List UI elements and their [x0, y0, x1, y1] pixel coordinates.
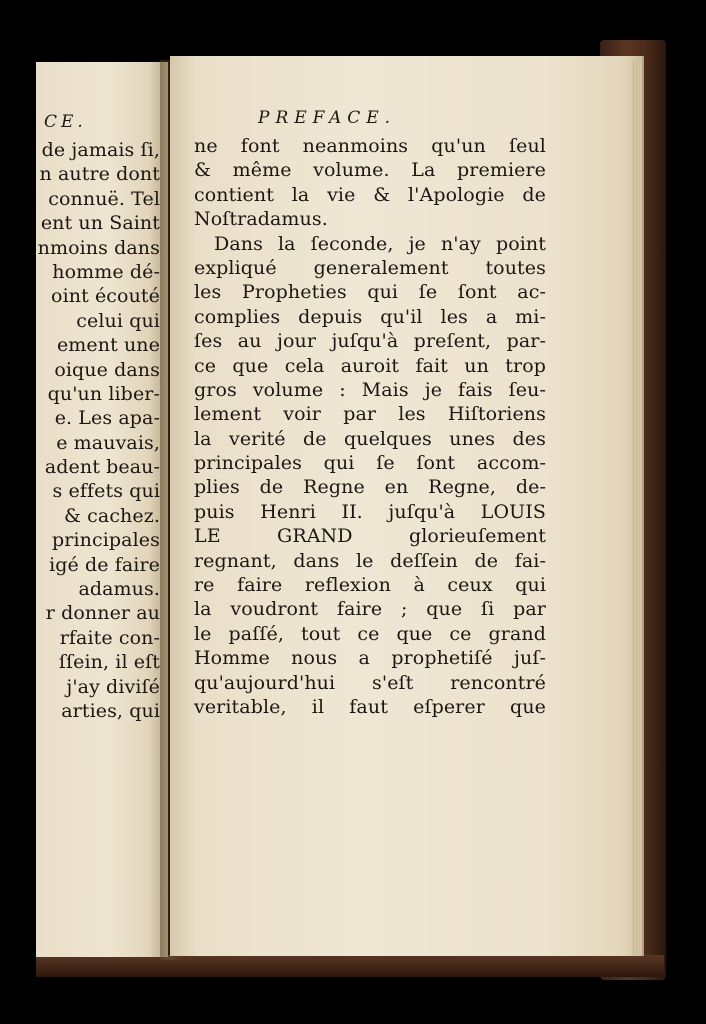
text-line: principales: [52, 529, 160, 552]
text-line: complies depuis qu'il les a mi-: [194, 305, 546, 328]
page-edges: [632, 60, 642, 955]
text-line: Noſtradamus.: [194, 208, 328, 231]
text-line: le paſſé, tout ce que ce grand: [194, 622, 546, 645]
text-line: nmoins dans: [37, 236, 160, 259]
text-line: ſſein, il eſt: [58, 651, 160, 674]
left-page-text: [36, 138, 160, 723]
text-line: les Propheties qui ſe ſont ac-: [194, 281, 546, 304]
text-line: ement une: [56, 334, 160, 357]
text-line: ent un Saint: [40, 212, 160, 235]
text-line: ce que cela auroit fait un trop: [194, 354, 546, 377]
text-line: gros volume : Mais je fais ſeu-: [194, 378, 546, 401]
text-line: qu'aujourd'hui s'eſt rencontré: [194, 671, 546, 694]
text-line: oint écouté: [51, 285, 160, 308]
text-line: la verité de quelques unes des: [194, 427, 546, 450]
text-line: & cachez.: [64, 504, 160, 527]
text-line: de jamais ſi,: [41, 139, 160, 161]
right-page-text: [194, 134, 546, 719]
right-page: [170, 56, 642, 956]
cover-bottom-edge: [36, 955, 664, 977]
text-line: s effets qui: [52, 480, 160, 503]
text-line: e. Les apa-: [54, 407, 160, 430]
text-line: regnant, dans le deſſein de fai-: [194, 549, 546, 572]
text-line: rfaite con-: [59, 626, 160, 649]
text-line: qu'un liber-: [47, 382, 160, 405]
left-page-header: CE.: [44, 112, 87, 132]
text-line: la voudront faire ; que ſi par: [194, 598, 546, 621]
text-line: ne font neanmoins qu'un ſeul: [194, 135, 546, 157]
text-line: oique dans: [54, 358, 160, 381]
text-line: Homme nous a prophetiſé juſ-: [194, 647, 546, 670]
left-page: [36, 62, 168, 957]
text-line: re faire reflexion à ceux qui: [194, 574, 546, 597]
text-line: principales qui ſe ſont accom-: [194, 452, 546, 475]
text-line: plies de Regne en Regne, de-: [194, 476, 546, 499]
text-line: veritable, il faut eſperer que: [194, 695, 546, 718]
text-line: connuë. Tel: [48, 187, 160, 210]
text-line: expliqué generalement toutes: [194, 256, 546, 279]
text-line: LE GRAND glorieuſement: [194, 525, 546, 548]
text-line: j'ay diviſé: [66, 675, 160, 698]
text-line: Dans la ſeconde, je n'ay point: [214, 232, 546, 255]
text-line: & même volume. La premiere: [194, 159, 546, 182]
text-line: adamus.: [78, 578, 160, 601]
text-line: celui qui: [76, 309, 160, 332]
text-line: r donner au: [45, 602, 160, 625]
text-line: contient la vie & l'Apologie de: [194, 183, 546, 206]
text-line: arties, qui: [61, 699, 160, 722]
text-line: ſes au jour juſqu'à preſent, par-: [194, 330, 546, 353]
text-line: e mauvais,: [56, 431, 160, 454]
right-page-header: PREFACE.: [258, 108, 397, 128]
text-line: homme dé-: [52, 260, 160, 283]
text-line: n autre dont: [39, 163, 160, 186]
text-line: puis Henri II. juſqu'à LOUIS: [194, 500, 546, 523]
text-line: adent beau-: [44, 456, 160, 479]
text-line: igé de faire: [49, 553, 160, 576]
text-line: lement voir par les Hiſtoriens: [194, 403, 546, 426]
